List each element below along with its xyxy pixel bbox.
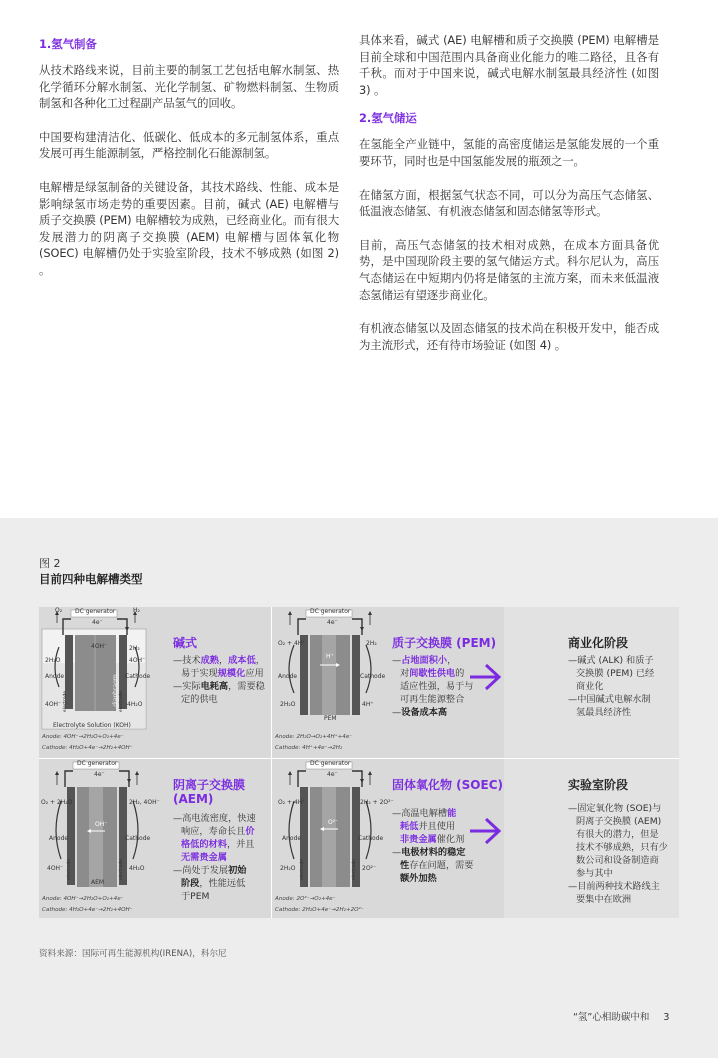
anode-equation: Anode: 2O²⁻→O₂+4e⁻ bbox=[275, 896, 336, 902]
electrode-label: electrode bbox=[67, 858, 73, 881]
paragraph: 有机液态储氢以及固态储氢的技术尚在积极开发中，能否成为主流形式，还有待市场验证 (如图 4) 。 bbox=[359, 321, 659, 352]
electrode-label: electrode bbox=[300, 858, 306, 881]
dc-generator-label: DC generator bbox=[77, 760, 118, 767]
electrolyte-label: Electrolyte Solution (KOH) bbox=[53, 722, 131, 729]
electrode-label: electrode bbox=[352, 858, 358, 881]
anode-label: Anode bbox=[282, 835, 302, 842]
text: 耗低 bbox=[400, 821, 419, 832]
text: 要集中在欧洲 bbox=[576, 894, 632, 905]
aem-membrane-label: AEM bbox=[91, 879, 105, 886]
anode-equation: Anode: 2H₂O→O₂+4H⁺+4e⁻ bbox=[275, 734, 353, 740]
text: —高电流密度，快速 bbox=[173, 813, 256, 824]
section-heading-hydrogen-storage: 2.氢气储运 bbox=[359, 111, 417, 126]
paragraph: 从技术路线来说，目前主要的制氢工艺包括电解水制氢、热化学循环分解水制氢、光化学制氢、矿物燃料制氢、生物质制氢和各种化工过程副产品氢气的回收。 bbox=[39, 63, 339, 111]
text: 设备成本高 bbox=[401, 707, 448, 718]
text: — bbox=[392, 847, 402, 858]
text: ，并且 bbox=[226, 839, 255, 850]
text: —固定氧化物 (SOE)与 bbox=[568, 803, 662, 814]
cathode-label: Cathode bbox=[125, 835, 151, 842]
anode-label: Anode bbox=[278, 673, 298, 680]
electrode-label: electrode bbox=[119, 690, 125, 713]
electrolyzer-figure bbox=[39, 607, 679, 918]
lab-stage-title: 实验室阶段 bbox=[568, 778, 629, 792]
section-heading-hydrogen-production: 1.氢气制备 bbox=[39, 37, 97, 51]
cathode-equation: Cathode: 4H₂O+4e⁻→2H₂+4OH⁻ bbox=[42, 745, 133, 751]
h2o-label: 4H₂O bbox=[127, 701, 143, 708]
text: —中国碱式电解水制 bbox=[568, 694, 651, 705]
left-column bbox=[39, 32, 339, 296]
text: 易于实现 bbox=[181, 668, 218, 679]
cathode-label: Cathode bbox=[358, 835, 384, 842]
electron-label: 4e⁻ bbox=[92, 619, 103, 626]
text: 存在问题，需要 bbox=[409, 860, 474, 871]
text: 电极材料的稳定 bbox=[401, 847, 466, 858]
text: 的 bbox=[455, 668, 465, 679]
panel-lab-stage bbox=[504, 759, 679, 918]
paragraph: 目前，高压气态储氢的技术相对成熟，在成本方面具备优势，是中国现阶段主要的氢气储运方式。科尔尼认为，高压气态储运在中短期内仍将是储氢的主流方案，而未来低温液态氢储运有望逐步商业化。 bbox=[359, 237, 659, 302]
dc-generator-label: DC generator bbox=[310, 608, 351, 615]
text: 占地面积小 bbox=[401, 655, 448, 666]
text: 可再生能源整合 bbox=[400, 694, 465, 705]
text: 催化剂 bbox=[436, 834, 465, 845]
text: 氢最具经济性 bbox=[576, 707, 632, 718]
soec-title: 固体氧化物 (SOEC) bbox=[392, 778, 503, 792]
o2-label: O₂ + 4H⁺ bbox=[278, 799, 306, 806]
text: 有很大的潜力，但是 bbox=[576, 829, 659, 840]
text: —高温电解槽 bbox=[392, 808, 448, 819]
text: ，需要稳 bbox=[228, 681, 265, 692]
oxide-ion-label: 2O²⁻ bbox=[362, 865, 377, 872]
paragraph: 中国要构建清洁化、低碳化、低成本的多元制氢体系，重点发展可再生能源制氢，严格控制化石能源制氢。 bbox=[39, 129, 339, 161]
electrode-label: electrode bbox=[119, 858, 125, 881]
cathode-label: Cathode bbox=[360, 673, 386, 680]
proton-label: 4H⁺ bbox=[362, 701, 374, 708]
panel-commercial-stage bbox=[504, 607, 679, 758]
panel-soec bbox=[272, 759, 504, 918]
page-footer bbox=[573, 1009, 669, 1023]
oh-label: 4OH⁻ bbox=[45, 701, 62, 708]
oxide-ion-label: O²⁻ bbox=[328, 819, 339, 826]
pem-title: 质子交换膜 (PEM) bbox=[392, 636, 497, 650]
h2-label: 2H₂, 4OH⁻ bbox=[129, 799, 160, 806]
text: 数公司和设备制造商 bbox=[576, 855, 659, 866]
electron-label: 4e⁻ bbox=[327, 771, 338, 778]
paragraph: 在储氢方面，根据氢气状态不同，可以分为高压气态储氢、低温液态储氢、有机液态储氢和固态储氢等形式。 bbox=[359, 187, 659, 219]
text: 交换膜 (PEM) 已经 bbox=[576, 668, 655, 679]
text: 阶段 bbox=[181, 878, 200, 889]
aem-description bbox=[173, 812, 271, 903]
text: 成熟 bbox=[200, 655, 219, 666]
page-number: 3 bbox=[663, 1012, 670, 1023]
panel-aem bbox=[39, 759, 271, 918]
o2-label: O₂ bbox=[55, 607, 63, 614]
dc-generator-label: DC generator bbox=[310, 760, 351, 767]
anode-equation: Anode: 4OH⁻→2H₂O+O₂+4e⁻ bbox=[42, 734, 124, 740]
lab-stage-description bbox=[568, 802, 678, 906]
cathode-label: Cathode bbox=[125, 673, 151, 680]
paragraph: 电解槽是绿氢制备的关键设备，其技术路线、性能、成本是影响绿氢市场走势的重要因素。目前，碱式 (AE) 电解槽与质子交换膜 (PEM) 电解槽较为成熟，已经商业化。而有很大发展潜力的阴离子交换膜 (AEM) 电解槽与固体氧化物 (SOEC) 电解槽仍处于实验室阶段，技术不够成熟 (如图 2) 。 bbox=[39, 179, 339, 277]
cathode-equation: Cathode: 4H₂O+4e⁻→2H₂+4OH⁻ bbox=[42, 907, 133, 913]
text: 初始 bbox=[228, 865, 247, 876]
text: 技术不够成熟，只有少 bbox=[576, 842, 668, 853]
h2-label: 2H₂ bbox=[129, 645, 140, 652]
figure-label: 图 2 bbox=[39, 557, 61, 570]
h2o-label: 4H₂O bbox=[129, 865, 145, 872]
o2-label: O₂ + 4H⁺ bbox=[278, 640, 306, 647]
electron-label: 4e⁻ bbox=[327, 619, 338, 626]
h2o-label: 2H₂O bbox=[280, 865, 296, 872]
panel-pem bbox=[272, 607, 504, 758]
arrow-right-icon bbox=[468, 816, 502, 846]
text: 规模化 bbox=[217, 668, 246, 679]
paragraph: 具体来看，碱式 (AE) 电解槽和质子交换膜 (PEM) 电解槽是目前全球和中国范围内具备商业化能力的唯二路径，且各有千秋。而对于中国来说，碱式电解水制氢最具经济性 (如图3) 。 bbox=[359, 33, 659, 97]
panel-alkaline bbox=[39, 607, 271, 758]
text: 响应，寿命长且 bbox=[181, 826, 246, 837]
text bbox=[392, 872, 500, 885]
o2-label: O₂ + 2H₂O bbox=[41, 799, 73, 806]
cathode-equation: Cathode: 2H₂O+4e⁻→2H₂+2O²⁻ bbox=[275, 907, 364, 913]
text: —目前两种技术路线主 bbox=[568, 881, 660, 892]
text: 能 bbox=[447, 808, 457, 819]
figure-title: 目前四种电解槽类型 bbox=[39, 572, 143, 586]
alkaline-description bbox=[173, 654, 269, 706]
text: ， bbox=[255, 655, 265, 666]
text: —技术 bbox=[173, 655, 201, 666]
arrow-right-icon bbox=[468, 662, 502, 692]
text: —碱式 (ALK) 和质子 bbox=[568, 655, 654, 666]
text: 于PEM bbox=[181, 891, 210, 902]
anode-label: Anode bbox=[45, 673, 65, 680]
paragraph: 在氢能全产业链中，氢能的高密度储运是氢能发展的一个重要环节，同时也是中国氢能发展的瓶颈之一。 bbox=[359, 137, 659, 168]
cathode-equation: Cathode: 4H⁺+4e⁻→2H₂ bbox=[275, 745, 343, 751]
dc-generator-label: DC generator bbox=[75, 608, 116, 615]
source-note: 资料来源：国际可再生能源机构(IRENA)，科尔尼 bbox=[39, 949, 227, 959]
aem-title-abbrev: (AEM) bbox=[173, 792, 214, 806]
text: ， bbox=[218, 655, 229, 666]
h2-label: H₂ bbox=[133, 607, 140, 614]
right-column bbox=[359, 32, 659, 370]
text: 参与其中 bbox=[576, 868, 613, 879]
text: 间歇性供电 bbox=[409, 668, 456, 679]
proton-label: H⁺ bbox=[326, 653, 334, 660]
oh-label: 4OH⁻ bbox=[129, 657, 146, 664]
text: — bbox=[392, 707, 402, 718]
hydroxide-label: 4OH⁻ bbox=[47, 865, 64, 872]
text: 应用 bbox=[245, 668, 264, 679]
electrode-label: electrode bbox=[63, 690, 69, 713]
anode-equation: Anode: 4OH⁻→2H₂O+O₂+4e⁻ bbox=[42, 896, 124, 902]
text: 非贵金属 bbox=[400, 834, 437, 845]
hydroxide-label: OH⁻ bbox=[95, 821, 108, 828]
text: ， bbox=[447, 655, 457, 666]
text: —实际 bbox=[173, 681, 201, 692]
text: 价 bbox=[245, 826, 255, 837]
alkaline-title: 碱式 bbox=[173, 636, 198, 650]
text: 商业化 bbox=[576, 681, 604, 692]
text: 额外加热 bbox=[400, 873, 437, 884]
commercial-stage-description bbox=[568, 654, 678, 719]
text: 定的供电 bbox=[181, 694, 218, 705]
text: 无需贵金属 bbox=[181, 852, 227, 863]
h2-label: 2H₂ bbox=[366, 640, 377, 647]
text: —尚处于发展 bbox=[173, 865, 229, 876]
electron-label: 4e⁻ bbox=[94, 771, 105, 778]
text: 电耗高 bbox=[200, 681, 229, 692]
h2-label: 2H₂ + 2O²⁻ bbox=[360, 799, 394, 806]
commercial-stage-title: 商业化阶段 bbox=[568, 636, 629, 650]
text: 性 bbox=[400, 860, 410, 871]
h2o-label: 2H₂O bbox=[280, 701, 296, 708]
text: 格低的材料 bbox=[181, 839, 227, 850]
h2o-label: 2H₂O bbox=[45, 657, 61, 664]
oh-label: 4OH⁻ bbox=[91, 643, 108, 650]
anode-label: Anode bbox=[49, 835, 69, 842]
diaphragm-label: diaphragm bbox=[111, 674, 119, 707]
aem-title: 阴离子交换膜 bbox=[173, 778, 246, 792]
pem-membrane-label: PEM bbox=[324, 715, 337, 722]
text: 成本低 bbox=[228, 655, 256, 666]
text: 并且使用 bbox=[418, 821, 456, 832]
text: 适应性强，易于与 bbox=[400, 681, 474, 692]
text: ，性能远低 bbox=[199, 878, 246, 889]
text: 阴离子交换膜 (AEM) bbox=[576, 816, 662, 827]
footer-title: “氢”心相助碳中和 bbox=[573, 1012, 650, 1023]
text: — bbox=[392, 655, 402, 666]
text: 对 bbox=[400, 668, 410, 679]
